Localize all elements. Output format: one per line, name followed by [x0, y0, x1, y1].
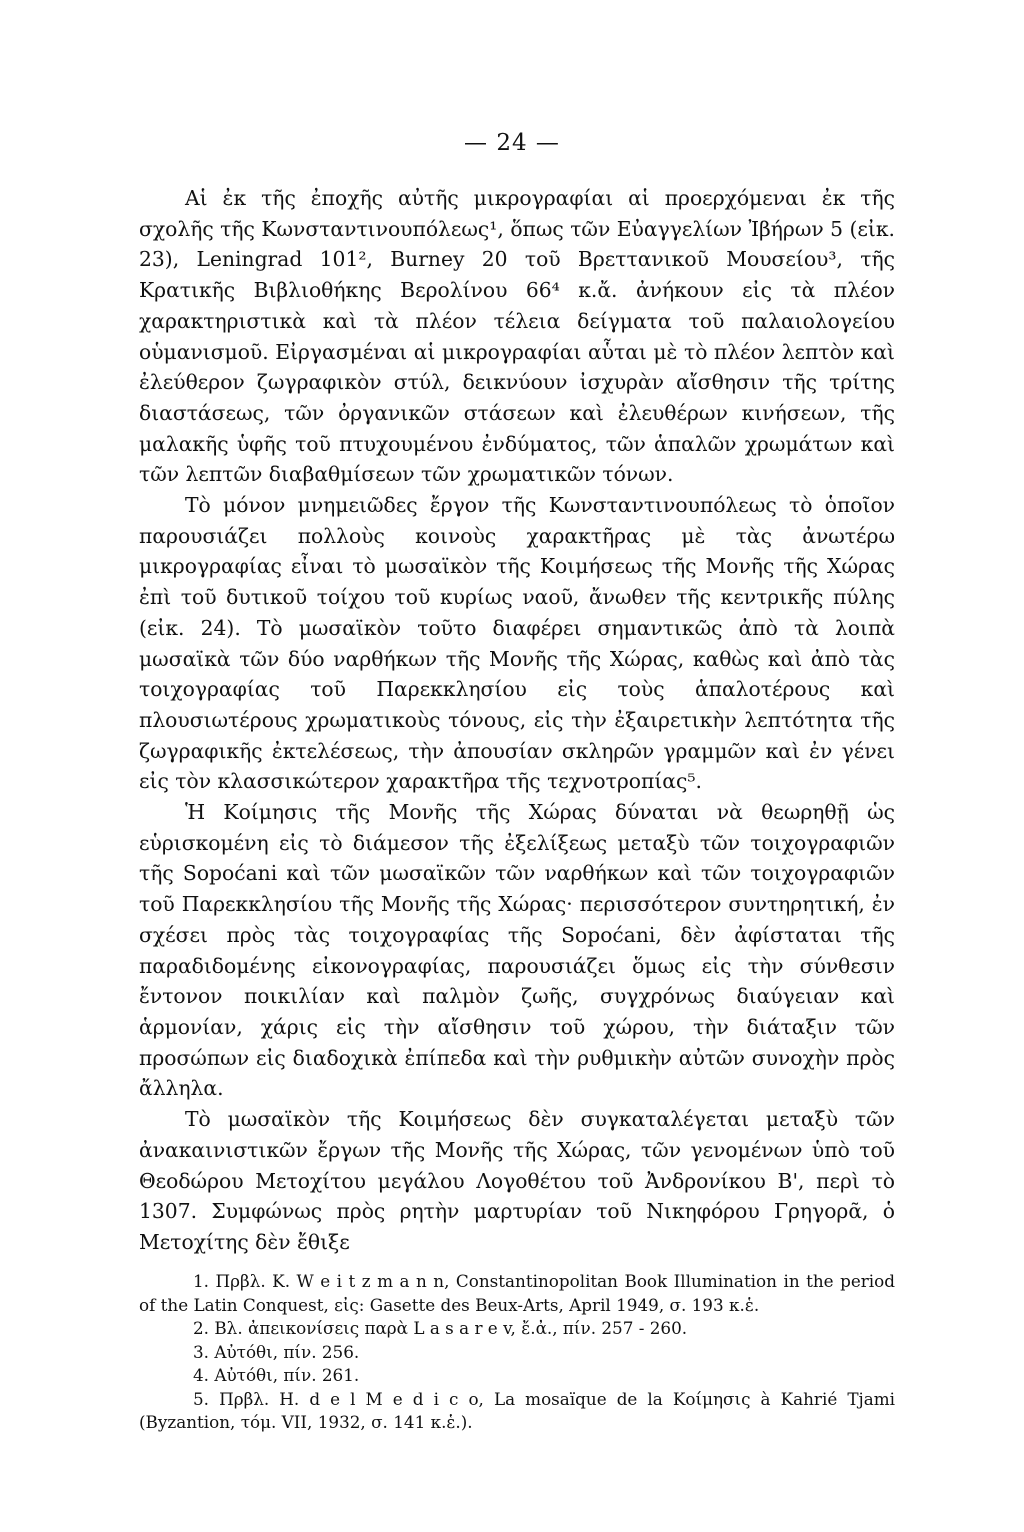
- footnote: 5. Πρβλ. H. d e l M e d i c o, La mosaïque de la Κοίμησις à Kahrié Tjami (Byzantion, τόμ. VII, 1932, σ. 141 κ.ἑ.).: [139, 1388, 895, 1432]
- footnote: 2. Βλ. ἀπεικονίσεις παρὰ L a s a r e v, ἔ.ἀ., πίν. 257 - 260.: [193, 1318, 688, 1338]
- paragraph: Αἱ ἐκ τῆς ἐποχῆς αὐτῆς μικρογραφίαι αἱ προερχόμεναι ἐκ τῆς σχολῆς τῆς Κωνσταντινουπόλεως¹, ὅπως τῶν Εὐαγγελίων Ἰβήρων 5 (εἰκ. 23), Leningrad 101², Burney 20 τοῦ Βρεττανικοῦ Μουσείου³, τῆς Κρατικῆς Βιβλιοθήκης Βερολίνου 66⁴ κ.ἄ. ἀνήκουν εἰς τὰ πλέον χαρακτηριστικὰ καὶ τὰ πλέον τέλεια δείγματα τοῦ παλαιολογείου οὑμανισμοῦ. Εἰργασμέναι αἱ μικρογραφίαι αὗται μὲ τὸ πλέον λεπτὸν καὶ ἐλεύθερον ζωγραφικὸν στύλ, δεικνύουν ἰσχυρὰν αἴσθησιν τῆς τρίτης διαστάσεως, τῶν ὀργανικῶν στάσεων καὶ ἐλευθέρων κινήσεων, τῆς μαλακῆς ὑφῆς τοῦ πτυχουμένου ἐνδύματος, τῶν ἁπαλῶν χρωμάτων καὶ τῶν λεπτῶν διαβαθμίσεων τῶν χρωματικῶν τόνων.: [139, 186, 895, 487]
- footnote: 3. Αὐτόθι, πίν. 256.: [193, 1341, 360, 1362]
- paragraph: Τὸ μόνον μνημειῶδες ἔργον τῆς Κωνσταντινουπόλεως τὸ ὁποῖον παρουσιάζει πολλοὺς κοινοὺς χαρακτῆρας μὲ τὰς ἀνωτέρω μικρογραφίας εἶναι τὸ μωσαϊκὸν τῆς Κοιμήσεως τῆς Μονῆς τῆς Χώρας ἐπὶ τοῦ δυτικοῦ τοίχου τοῦ κυρίως ναοῦ, ἄνωθεν τῆς κεντρικῆς πύλης (εἰκ. 24). Τὸ μωσαϊκὸν τοῦτο διαφέρει σημαντικῶς ἀπὸ τὰ λοιπὰ μωσαϊκὰ τῶν δύο ναρθήκων τῆς Μονῆς τῆς Χώρας, καθὼς καὶ ἀπὸ τὰς τοιχογραφίας τοῦ Παρεκκλησίου εἰς τοὺς ἁπαλοτέρους καὶ πλουσιωτέρους χρωματικοὺς τόνους, εἰς τὴν ἐξαιρετικὴν λεπτότητα τῆς ζωγραφικῆς ἐκτελέσεως, τὴν ἀπουσίαν σκληρῶν γραμμῶν καὶ ἐν γένει εἰς τὸν κλασσικώτερον χαρακτῆρα τῆς τεχνοτροπίας⁵.: [139, 493, 895, 794]
- paragraph: Ἡ Κοίμησις τῆς Μονῆς τῆς Χώρας δύναται νὰ θεωρηθῇ ὡς εὑρισκομένη εἰς τὸ διάμεσον τῆς ἐξελίξεως μεταξὺ τῶν τοιχογραφιῶν τῆς Sopoćani καὶ τῶν μωσαϊκῶν τῶν ναρθήκων καὶ τῶν τοιχογραφιῶν τοῦ Παρεκκλησίου τῆς Μονῆς τῆς Χώρας· περισσότερον συντηρητική, ἐν σχέσει πρὸς τὰς τοιχογραφίας τῆς Sopoćani, δὲν ἀφίσταται τῆς παραδιδομένης εἰκονογραφίας, παρουσιάζει ὅμως εἰς τὴν σύνθεσιν ἔντονον ποικιλίαν καὶ παλμὸν ζωῆς, συγχρόνως διαύγειαν καὶ ἁρμονίαν, χάρις εἰς τὴν αἴσθησιν τοῦ χώρου, τὴν διάταξιν τῶν προσώπων εἰς διαδοχικὰ ἐπίπεδα καὶ τὴν ρυθμικὴν αὐτῶν συνοχὴν πρὸς ἄλληλα.: [139, 800, 895, 1101]
- body-text: [139, 183, 895, 1258]
- page-number: — 24 —: [464, 130, 560, 156]
- footnote: 1. Πρβλ. K. W e i t z m a n n, Constantinopolitan Book Illumination in the period of the Latin Conquest, εἰς: Gasette des Beux-Arts, April 1949, σ. 193 κ.ἑ.: [139, 1271, 895, 1315]
- footnote: 4. Αὐτόθι, πίν. 261.: [193, 1365, 360, 1385]
- footnotes: [139, 1270, 895, 1435]
- paragraph: Τὸ μωσαϊκὸν τῆς Κοιμήσεως δὲν συγκαταλέγεται μεταξὺ τῶν ἀνακαινιστικῶν ἔργων τῆς Μονῆς τῆς Χώρας, τῶν γενομένων ὑπὸ τοῦ Θεοδώρου Μετοχίτου μεγάλου Λογοθέτου τοῦ Ἀνδρονίκου Β', περὶ τὸ 1307. Συμφώνως πρὸς ρητὴν μαρτυρίαν τοῦ Νικηφόρου Γρηγορᾶ, ὁ Μετοχίτης δὲν ἔθιξε: [139, 1107, 895, 1254]
